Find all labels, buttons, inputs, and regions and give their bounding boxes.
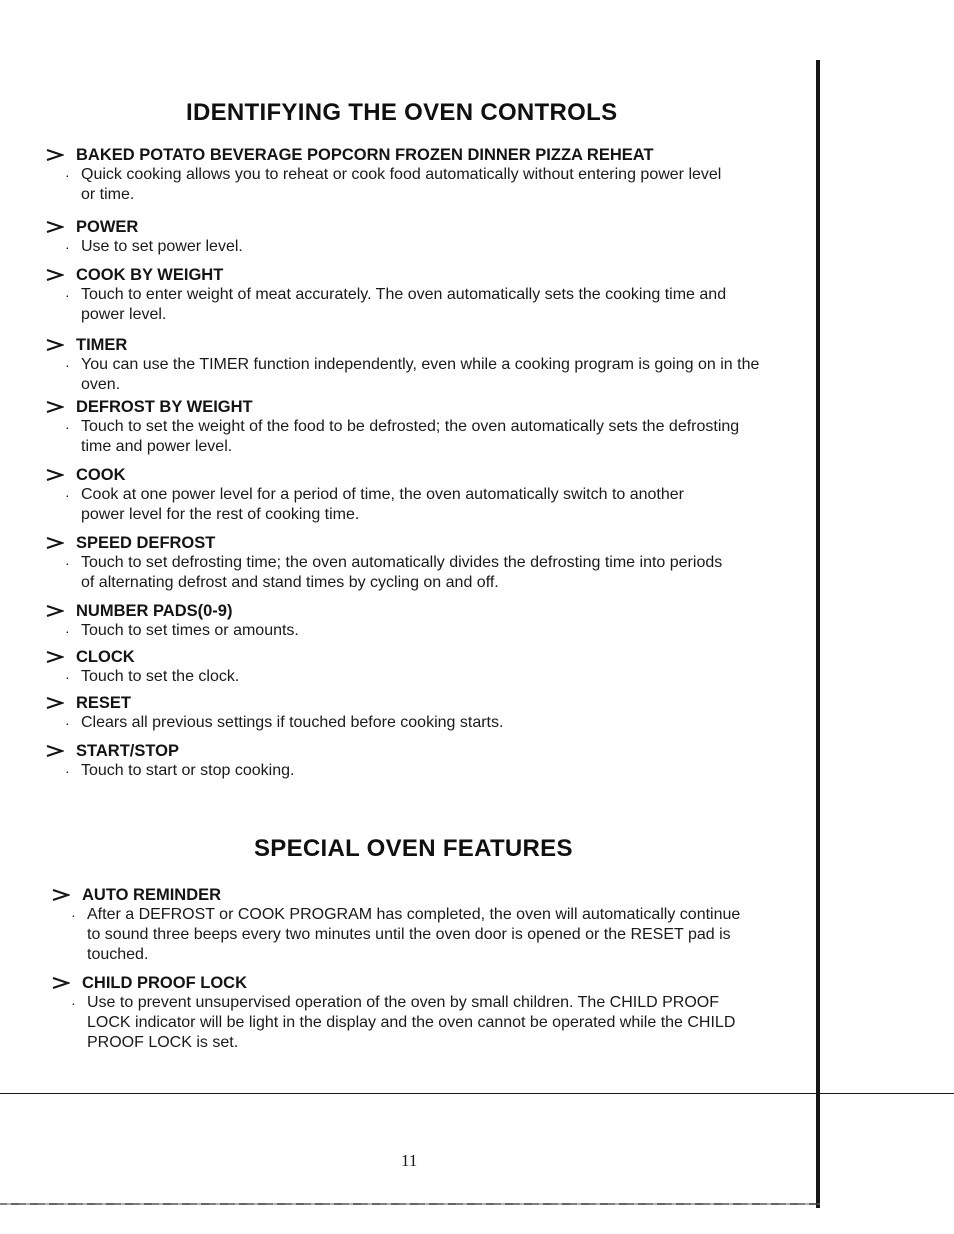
right-margin-rule — [816, 60, 820, 1208]
item-title: COOK BY WEIGHT — [76, 265, 224, 284]
bullet-dot: · — [65, 623, 70, 639]
control-item-start-stop — [46, 741, 726, 781]
arrow-bullet-icon — [46, 745, 64, 757]
item-description: Use to set power level. — [81, 238, 243, 255]
item-title: COOK — [76, 465, 126, 484]
bullet-dot: · — [65, 239, 70, 255]
item-description: After a DEFROST or COOK PROGRAM has completed, the oven will automatically continue to sound three beeps every two minutes until the oven door is opened or the RESET pad is touched. — [87, 906, 741, 963]
arrow-bullet-icon — [46, 537, 64, 549]
item-title: RESET — [76, 693, 132, 712]
feature-item-child-proof-lock — [52, 973, 742, 1053]
control-item-reset — [46, 693, 726, 733]
bullet-dot: · — [65, 487, 70, 503]
item-description: Touch to start or stop cooking. — [81, 762, 295, 779]
control-item-cook-by-weight — [46, 265, 766, 325]
item-title: DEFROST BY WEIGHT — [76, 397, 253, 416]
footer-divider — [0, 1093, 954, 1094]
item-description: Quick cooking allows you to reheat or cook food automatically without entering power level or time. — [81, 166, 722, 203]
control-item-quick-cook — [46, 145, 726, 205]
section-title-special-features: SPECIAL OVEN FEATURES — [254, 835, 573, 862]
feature-item-auto-reminder — [52, 885, 752, 965]
control-item-power — [46, 217, 726, 257]
arrow-bullet-icon — [46, 339, 64, 351]
arrow-bullet-icon — [46, 469, 64, 481]
item-title: BAKED POTATO BEVERAGE POPCORN FROZEN DINNER PIZZA REHEAT — [76, 145, 654, 164]
scan-edge-line — [0, 1203, 820, 1205]
control-item-defrost-by-weight — [46, 397, 746, 457]
control-item-clock — [46, 647, 726, 687]
item-title: CLOCK — [76, 647, 135, 666]
item-description: Touch to set times or amounts. — [81, 622, 299, 639]
item-description: Touch to set defrosting time; the oven automatically divides the defrosting time into periods of alternating defrost and stand times by cycling on and off. — [81, 554, 723, 591]
item-title: NUMBER PADS(0-9) — [76, 601, 233, 620]
arrow-bullet-icon — [46, 149, 64, 161]
arrow-bullet-icon — [46, 697, 64, 709]
bullet-dot: · — [65, 287, 70, 303]
item-description: Clears all previous settings if touched before cooking starts. — [81, 714, 504, 731]
bullet-dot: · — [65, 715, 70, 731]
bullet-dot: · — [65, 167, 70, 183]
control-item-number-pads — [46, 601, 726, 641]
page-number: 11 — [401, 1151, 418, 1170]
arrow-bullet-icon — [46, 605, 64, 617]
item-title: SPEED DEFROST — [76, 533, 216, 552]
arrow-bullet-icon — [46, 221, 64, 233]
item-description: Cook at one power level for a period of time, the oven automatically switch to another power level for the rest of cooking time. — [81, 486, 684, 523]
bullet-dot: · — [65, 669, 70, 685]
control-item-timer — [46, 335, 766, 395]
item-title: TIMER — [76, 335, 128, 354]
item-description: Touch to enter weight of meat accurately. The oven automatically sets the cooking time and power level. — [81, 286, 727, 323]
arrow-bullet-icon — [52, 889, 70, 901]
arrow-bullet-icon — [46, 269, 64, 281]
bullet-dot: · — [71, 995, 76, 1011]
bullet-dot: · — [65, 555, 70, 571]
arrow-bullet-icon — [46, 401, 64, 413]
item-title: POWER — [76, 217, 139, 236]
bullet-dot: · — [65, 357, 70, 373]
arrow-bullet-icon — [52, 977, 70, 989]
item-description: Use to prevent unsupervised operation of the oven by small children. The CHILD PROOF LOCK indicator will be light in the display and the oven cannot be operated while the CHILD PROOF LOCK is set. — [87, 994, 736, 1051]
bullet-dot: · — [65, 763, 70, 779]
bullet-dot: · — [65, 419, 70, 435]
item-description: Touch to set the weight of the food to be defrosted; the oven automatically sets the defrosting time and power level. — [81, 418, 740, 455]
item-title: AUTO REMINDER — [82, 885, 222, 904]
bullet-dot: · — [71, 907, 76, 923]
control-item-cook — [46, 465, 686, 525]
item-title: CHILD PROOF LOCK — [82, 973, 247, 992]
item-description: Touch to set the clock. — [81, 668, 240, 685]
control-item-speed-defrost — [46, 533, 736, 593]
arrow-bullet-icon — [46, 651, 64, 663]
item-description: You can use the TIMER function independently, even while a cooking program is going on in the oven. — [81, 356, 760, 393]
item-title: START/STOP — [76, 741, 179, 760]
section-title-oven-controls: IDENTIFYING THE OVEN CONTROLS — [186, 99, 618, 126]
